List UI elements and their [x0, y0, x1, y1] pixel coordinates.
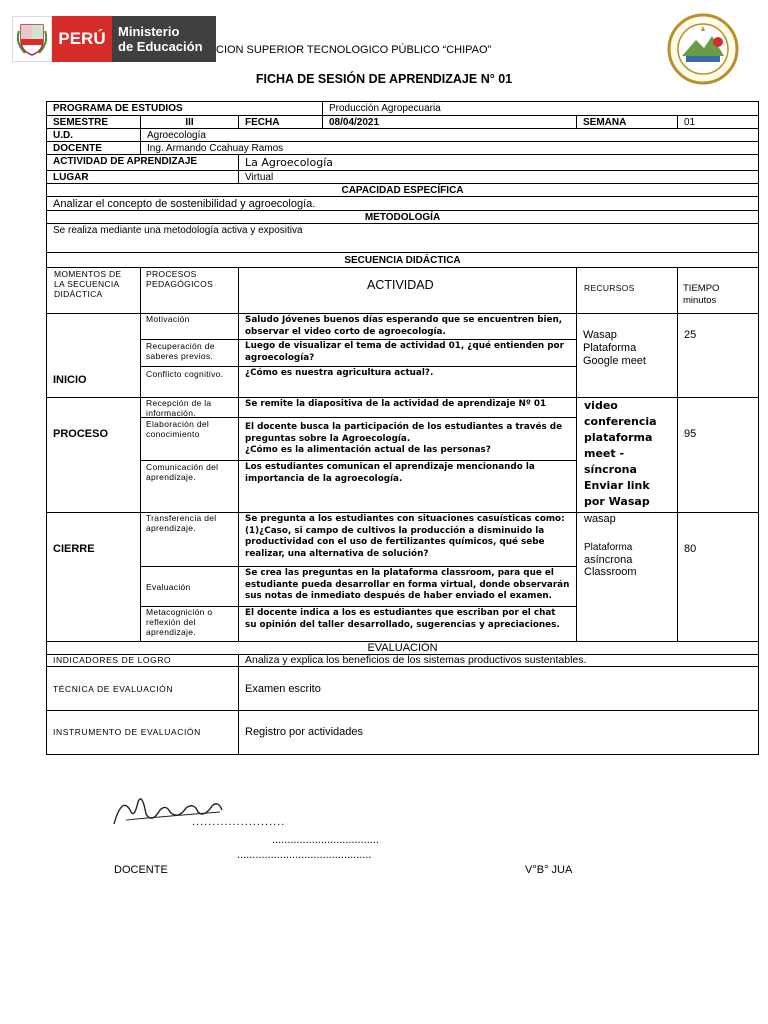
capacidad-heading: CAPACIDAD ESPECÍFICA — [46, 183, 759, 197]
inicio-actividad-1: Saludo Jóvenes buenos días esperando que se encuentren bien, observar el video corto de agroecología. — [238, 313, 577, 340]
page-title: FICHA DE SESIÓN DE APRENDIZAJE N° 01 — [255, 72, 513, 86]
proceso-actividad-2-text: El docente busca la participación de los estudiantes a través de preguntas sobre la Agroecología. — [245, 422, 563, 444]
docente-dots: ....................... — [192, 816, 286, 828]
proceso-proceso-3: Comunicación del aprendizaje. — [140, 460, 239, 513]
semana-label: SEMANA — [576, 115, 678, 129]
cierre-proceso-2: Evaluación — [140, 566, 239, 607]
institution-name: CION SUPERIOR TECNOLOGICO PÚBLICO “CHIPAO” — [216, 44, 492, 56]
actividad-value: La Agroecología — [238, 154, 759, 171]
cierre-recursos-1: wasap — [584, 513, 616, 525]
cierre-actividad-1: Se pregunta a los estudiantes con situaciones casuísticas como: (1)¿Caso, si campo de cultivos la producción a disminuido la productividad con el uso de fertilizantes químicos, qué sebe realizar, una alternativa de solución? — [238, 512, 577, 567]
proceso-proceso-2: Elaboración del conocimiento — [140, 417, 239, 461]
cierre-actividad-3: El docente indica a los es estudiantes que escriban por el chat su opinión del taller desarrollado, sugerencias y apreciaciones. — [238, 606, 577, 642]
ministerio-logo — [12, 16, 216, 62]
col-procesos: PROCESOS PEDAGÓGICOS — [140, 267, 239, 314]
indicadores-value: Analiza y explica los beneficios de los sistemas productivos sustentables. — [238, 654, 759, 667]
secuencia-heading: SECUENCIA DIDÁCTICA — [46, 252, 759, 268]
metodologia-heading: METODOLOGÍA — [46, 210, 759, 224]
ministerio-line2: de Educación — [118, 39, 203, 54]
inicio-tiempo: 25 — [677, 313, 759, 398]
docente-label: DOCENTE — [46, 141, 141, 155]
semestre-label: SEMESTRE — [46, 115, 141, 129]
docente-signature-label: DOCENTE — [114, 864, 168, 876]
evaluacion-heading: EVALUACIÓN — [46, 641, 759, 655]
vb-dots-2: ............................................ — [237, 849, 372, 861]
vb-dots-1: ................................... — [272, 834, 379, 846]
proceso-actividad-2-question: ¿Cómo es la alimentación actual de las personas? — [245, 445, 491, 455]
cierre-label: CIERRE — [46, 512, 141, 642]
inicio-proceso-3: Conflicto cognitivo. — [140, 366, 239, 398]
capacidad-text: Analizar el concepto de sostenibilidad y agroecología. — [46, 196, 759, 211]
proceso-actividad-3: Los estudiantes comunican el aprendizaje mencionando la importancia de la agroecología. — [238, 460, 577, 513]
inicio-proceso-1: Motivación — [140, 313, 239, 340]
cierre-proceso-3: Metacognición o reflexión del aprendizaje. — [140, 606, 239, 642]
lugar-value: Virtual — [238, 170, 759, 184]
inicio-recursos: Wasap Plataforma Google meet — [576, 313, 678, 398]
ud-value: Agroecología — [140, 128, 759, 142]
lugar-label: LUGAR — [46, 170, 239, 184]
proceso-proceso-1: Recepción de la información. — [140, 397, 239, 418]
ministerio-label — [112, 16, 216, 62]
actividad-label: ACTIVIDAD DE APRENDIZAJE — [46, 154, 239, 171]
semestre-value: III — [140, 115, 239, 129]
cierre-recursos-3: asíncrona Classroom — [584, 554, 637, 578]
fecha-value: 08/04/2021 — [322, 115, 577, 129]
proceso-label: PROCESO — [46, 397, 141, 513]
coat-of-arms-icon — [12, 16, 52, 62]
cierre-recursos-2: Plataforma — [584, 542, 633, 553]
cierre-recursos — [576, 512, 678, 642]
col-momentos: MOMENTOS DE LA SECUENCIA DIDÁCTICA — [46, 267, 141, 314]
inicio-label: INICIO — [46, 313, 141, 398]
vb-signature-label: V°B° JUA — [525, 864, 573, 876]
col-recursos: RECURSOS — [576, 267, 678, 314]
docente-value: Ing. Armando Ccahuay Ramos — [140, 141, 759, 155]
col-tiempo: TIEMPO minutos — [677, 267, 759, 314]
proceso-actividad-1: Se remite la diapositiva de la actividad de aprendizaje Nº 01 — [238, 397, 577, 418]
instrumento-label: INSTRUMENTO DE EVALUACIÓN — [46, 710, 239, 755]
proceso-actividad-2 — [238, 417, 577, 461]
metodologia-text: Se realiza mediante una metodología activa y expositiva — [46, 223, 759, 253]
programa-value: Producción Agropecuaria — [322, 101, 759, 116]
indicadores-label: INDICADORES DE LOGRO — [46, 654, 239, 667]
inicio-proceso-2: Recuperación de saberes previos. — [140, 339, 239, 367]
peru-label: PERÚ — [52, 16, 112, 62]
proceso-recursos: video conferencia plataforma meet - síncrona Enviar link por Wasap — [576, 397, 678, 513]
ministerio-line1: Ministerio — [118, 24, 180, 39]
tecnica-label: TÉCNICA DE EVALUACIÓN — [46, 666, 239, 711]
ud-label: U.D. — [46, 128, 141, 142]
cierre-proceso-1: Transferencia del aprendizaje. — [140, 512, 239, 567]
proceso-tiempo: 95 — [677, 397, 759, 513]
inicio-actividad-2: Luego de visualizar el tema de actividad 01, ¿qué entienden por agroecología? — [238, 339, 577, 367]
fecha-label: FECHA — [238, 115, 323, 129]
instrumento-value: Registro por actividades — [238, 710, 759, 755]
cierre-tiempo: 80 — [677, 512, 759, 642]
tecnica-value: Examen escrito — [238, 666, 759, 711]
col-actividad: ACTIVIDAD — [238, 267, 577, 314]
semana-value: 01 — [677, 115, 759, 129]
programa-label: PROGRAMA DE ESTUDIOS — [46, 101, 323, 116]
cierre-actividad-2: Se crea las preguntas en la plataforma classroom, para que el estudiante pueda desarrollar en forma virtual, donde observarán sus notas de inmediato después de haber enviado el examen. — [238, 566, 577, 607]
inicio-actividad-3: ¿Cómo es nuestra agricultura actual?. — [238, 366, 577, 398]
